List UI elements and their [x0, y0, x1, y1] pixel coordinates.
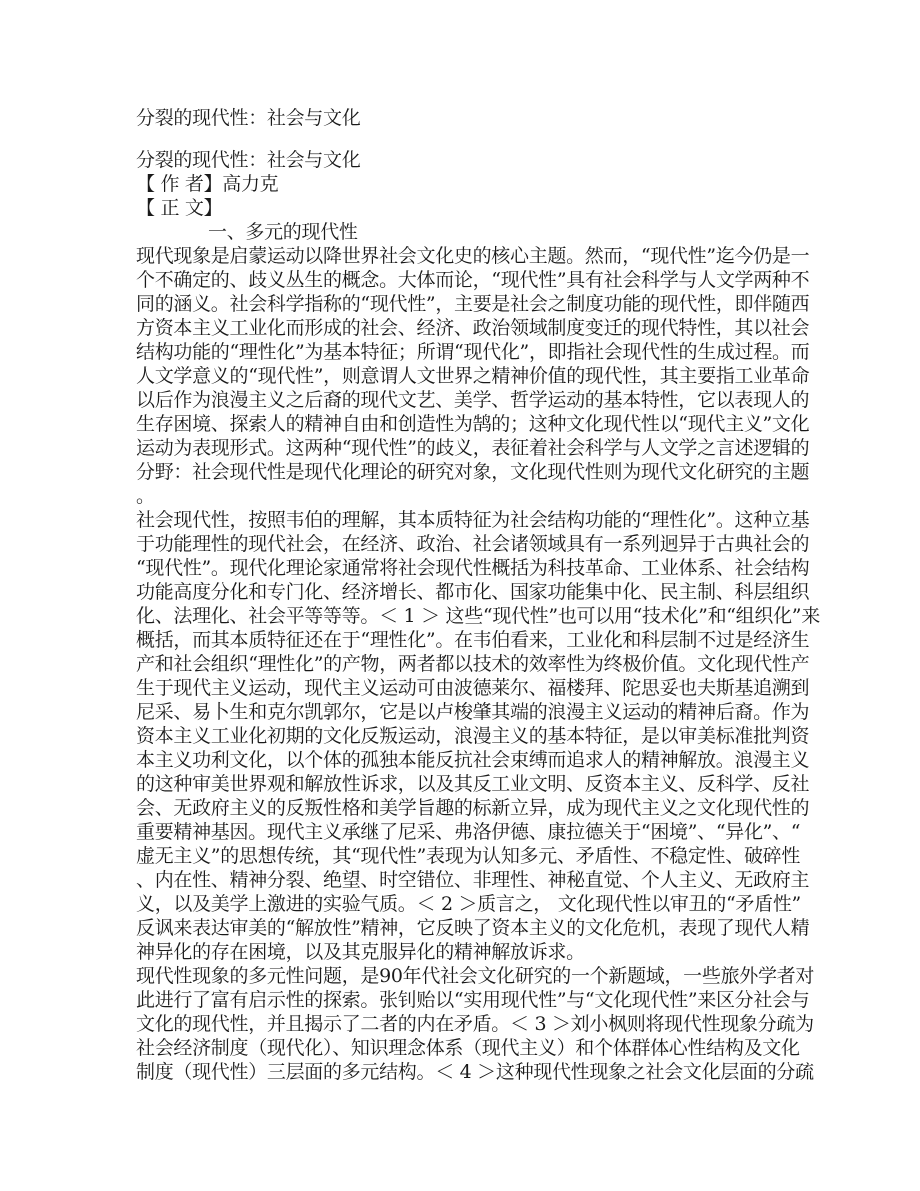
text-line: 、内在性、精神分裂、绝望、时空错位、非理性、神秘直觉、个人主义、无政府主 — [136, 869, 810, 891]
text-line: 以后作为浪漫主义之后裔的现代文艺、美学、哲学运动的基本特性，它以表现人的 — [136, 389, 810, 411]
text-line: 此进行了富有启示性的探索。张钊贻以“实用现代性”与“文化现代性”来区分社会与 — [136, 989, 810, 1011]
text-line: 产和社会组织“理性化”的产物，两者都以技术的效率性为终极价值。文化现代性产 — [136, 653, 810, 675]
page-title: 分裂的现代性：社会与文化 — [136, 107, 361, 129]
text-line: 资本主义工业化初期的文化反叛运动，浪漫主义的基本特征，是以审美标准批判资 — [136, 725, 810, 747]
text-line: 分野：社会现代性是现代化理论的研究对象，文化现代性则为现代文化研究的主题 — [136, 461, 810, 483]
text-line: 。 — [136, 485, 155, 507]
text-line: 重要精神基因。现代主义承继了尼采、弗洛伊德、康拉德关于“困境”、“异化”、“ — [136, 821, 801, 843]
text-line: 社会现代性，按照韦伯的理解，其本质特征为社会结构功能的“理性化”。这种立基 — [136, 509, 810, 531]
text-line: 功能高度分化和专门化、经济增长、都市化、国家功能集中化、民主制、科层组织 — [136, 581, 810, 603]
text-line: 于功能理性的现代社会，在经济、政治、社会诸领域具有一系列迥异于古典社会的 — [136, 533, 810, 555]
text-line: 虚无主义”的思想传统，其“现代性”表现为认知多元、矛盾性、不稳定性、破碎性 — [136, 845, 801, 867]
text-line: 化、法理化、社会平等等等。＜ 1 ＞ 这些“现代性”也可以用“技术化”和“组织化”来 — [136, 605, 820, 627]
text-line: 运动为表现形式。这两种“现代性”的歧义，表征着社会科学与人文学之言述逻辑的 — [136, 437, 810, 459]
text-line: 反讽来表达审美的“解放性”精神，它反映了资本主义的文化危机，表现了现代人精 — [136, 917, 810, 939]
text-line: 的这种审美世界观和解放性诉求，以及其反工业文明、反资本主义、反科学、反社 — [136, 773, 810, 795]
text-line: 现代现象是启蒙运动以降世界社会文化史的核心主题。然而，“现代性”迄今仍是一 — [136, 245, 810, 267]
text-line: 本主义功利文化，以个体的孤独本能反抗社会束缚而追求人的精神解放。浪漫主义 — [136, 749, 810, 771]
section-heading: 一、多元的现代性 — [208, 221, 358, 243]
text-line: 生存困境、探索人的精神自由和创造性为鹄的；这种文化现代性以“现代主义”文化 — [136, 413, 810, 435]
text-line: “现代性”。现代化理论家通常将社会现代性概括为科技革命、工业体系、社会结构 — [136, 557, 810, 579]
text-line: 结构功能的“理性化”为基本特征；所谓“现代化”，即指社会现代性的生成过程。而 — [136, 341, 810, 363]
text-line: 义，以及美学上激进的实验气质。＜ 2 ＞质言之， 文化现代性以审丑的“矛盾性” — [136, 893, 801, 915]
text-line: 尼采、易卜生和克尔凯郭尔，它是以卢梭肇其端的浪漫主义运动的精神后裔。作为 — [136, 701, 810, 723]
article-title: 分裂的现代性：社会与文化 — [136, 149, 361, 171]
text-line: 生于现代主义运动，现代主义运动可由波德莱尔、福楼拜、陀思妥也夫斯基追溯到 — [136, 677, 810, 699]
text-line: 社会经济制度（现代化）、知识理念体系（现代主义）和个体群体心性结构及文化 — [136, 1037, 800, 1059]
text-line: 概括，而其本质特征还在于“理性化”。在韦伯看来，工业化和科层制不过是经济生 — [136, 629, 810, 651]
body-label: 【 正 文】 — [136, 197, 223, 219]
text-line: 制度（现代性）三层面的多元结构。＜ 4 ＞这种现代性现象之社会文化层面的分疏 — [136, 1061, 814, 1083]
text-line: 神异化的存在困境，以及其克服异化的精神解放诉求。 — [136, 941, 585, 963]
author-line: 【 作 者】高力克 — [136, 173, 279, 195]
text-line: 人文学意义的“现代性”，则意谓人文世界之精神价值的现代性，其主要指工业革命 — [136, 365, 810, 387]
body-text — [136, 244, 820, 1084]
document-page — [136, 106, 820, 1084]
text-line: 同的涵义。社会科学指称的“现代性”，主要是社会之制度功能的现代性，即伴随西 — [136, 293, 810, 315]
text-line: 会、无政府主义的反叛性格和美学旨趣的标新立异，成为现代主义之文化现代性的 — [136, 797, 810, 819]
text-line: 方资本主义工业化而形成的社会、经济、政治领域制度变迁的现代特性，其以社会 — [136, 317, 810, 339]
text-line: 个不确定的、歧义丛生的概念。大体而论，“现代性”具有社会科学与人文学两种不 — [136, 269, 810, 291]
text-line: 文化的现代性，并且揭示了二者的内在矛盾。＜ 3 ＞刘小枫则将现代性现象分疏为 — [136, 1013, 814, 1035]
text-line: 现代性现象的多元性问题，是90年代社会文化研究的一个新题域，一些旅外学者对 — [136, 965, 815, 987]
